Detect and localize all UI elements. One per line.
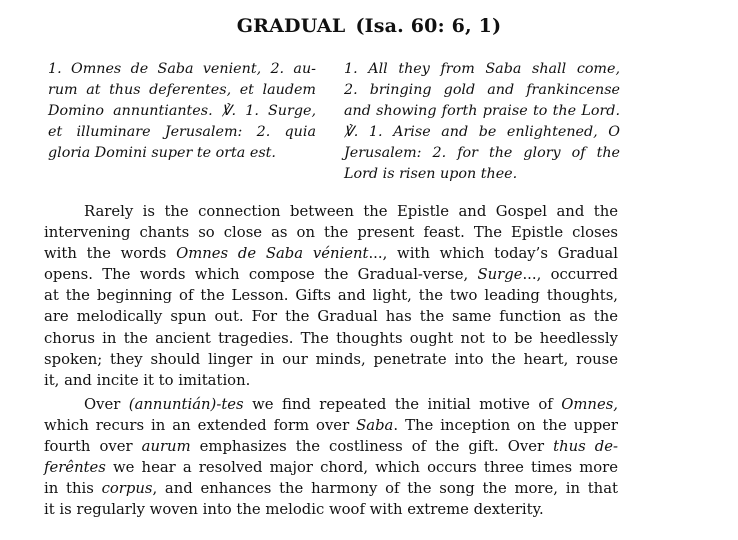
italic-run: Omnes de Saba vénient — [176, 245, 369, 263]
italic-run: Saba — [356, 416, 394, 434]
latin-line: rum at thus deferentes, et laudem — [48, 82, 316, 99]
paragraph-line: Rarely is the connection between the Epistle and Gospel and the — [84, 203, 618, 220]
paragraph-line: it is regularly woven into the melodic woof with extreme dexterity. — [44, 501, 544, 519]
section-heading — [0, 15, 738, 37]
italic-run: ferêntes — [44, 459, 106, 477]
paragraph-line: intervening chants so close as on the present feast. The Epistle closes — [44, 224, 618, 242]
paragraph-line: it, and incite it to imitation. — [44, 371, 251, 389]
paragraph-line — [44, 436, 618, 457]
italic-run: (annuntián)-tes — [128, 395, 244, 413]
italic-run: thus de- — [553, 438, 618, 456]
text-run: we find repeated the initial motive of — [243, 395, 562, 413]
paragraph-line: at the beginning of the Lesson. Gifts and light, the two leading thoughts, — [44, 287, 618, 305]
text-run: we hear a resolved major chord, which occurs three times more — [105, 459, 618, 477]
latin-text-column — [48, 59, 316, 164]
commentary-paragraph-2 — [44, 394, 618, 521]
text-run: emphasizes the costliness of the gift. Over — [190, 438, 554, 456]
text-run: with the words — [44, 245, 177, 263]
latin-line: Domino annuntiantes. ℣. 1. Surge, — [48, 103, 316, 120]
english-line: 2. bringing gold and frankincense — [344, 82, 620, 99]
paragraph-line: chorus in the ancient tragedies. The thoughts ought not to be heedlessly — [44, 329, 618, 347]
text-run: . The inception on the upper — [393, 416, 618, 434]
english-translation-column — [344, 59, 620, 186]
latin-line: et illuminare Jerusalem: 2. quia — [48, 124, 316, 141]
paragraph-line — [44, 264, 618, 285]
latin-line: 1. Omnes de Saba venient, 2. au- — [48, 61, 316, 77]
text-run: , and enhances the harmony of the song the more, in that — [152, 480, 618, 498]
text-run: Over — [84, 395, 129, 413]
english-line: and showing forth praise to the Lord. — [344, 103, 620, 120]
paragraph-line: are melodically spun out. For the Gradual has the same function as the — [44, 308, 618, 326]
paragraph-line: spoken; they should linger in our minds, penetrate into the heart, rouse — [44, 350, 618, 368]
english-line: 1. All they from Saba shall come, — [344, 61, 620, 77]
text-run: opens. The words which compose the Gradual-verse, — [44, 266, 469, 284]
text-run: ..., occurred — [522, 266, 618, 284]
paragraph-line — [44, 457, 618, 478]
heading-title: GRADUAL — [236, 15, 346, 37]
paragraph-line — [44, 394, 618, 415]
italic-run: Omnes, — [561, 395, 619, 413]
text-run: in this — [44, 480, 102, 498]
latin-line: gloria Domini super te orta est. — [48, 145, 276, 162]
english-line: ℣. 1. Arise and be enlightened, O — [344, 124, 620, 141]
text-run: fourth over — [44, 438, 142, 456]
paragraph-line — [44, 478, 618, 499]
heading-reference: (Isa. 60: 6, 1) — [355, 15, 502, 37]
commentary-paragraph-1 — [44, 201, 618, 391]
english-line: Lord is risen upon thee. — [344, 166, 518, 183]
text-run: ..., with which today’s Gradual — [368, 245, 618, 263]
italic-run: Surge — [477, 266, 523, 284]
italic-run: aurum — [141, 438, 191, 456]
paragraph-line — [44, 243, 618, 264]
italic-run: corpus — [101, 480, 153, 498]
text-run: which recurs in an extended form over — [44, 416, 357, 434]
paragraph-line — [44, 415, 618, 436]
commentary-body — [44, 201, 618, 520]
english-line: Jerusalem: 2. for the glory of the — [344, 145, 620, 162]
